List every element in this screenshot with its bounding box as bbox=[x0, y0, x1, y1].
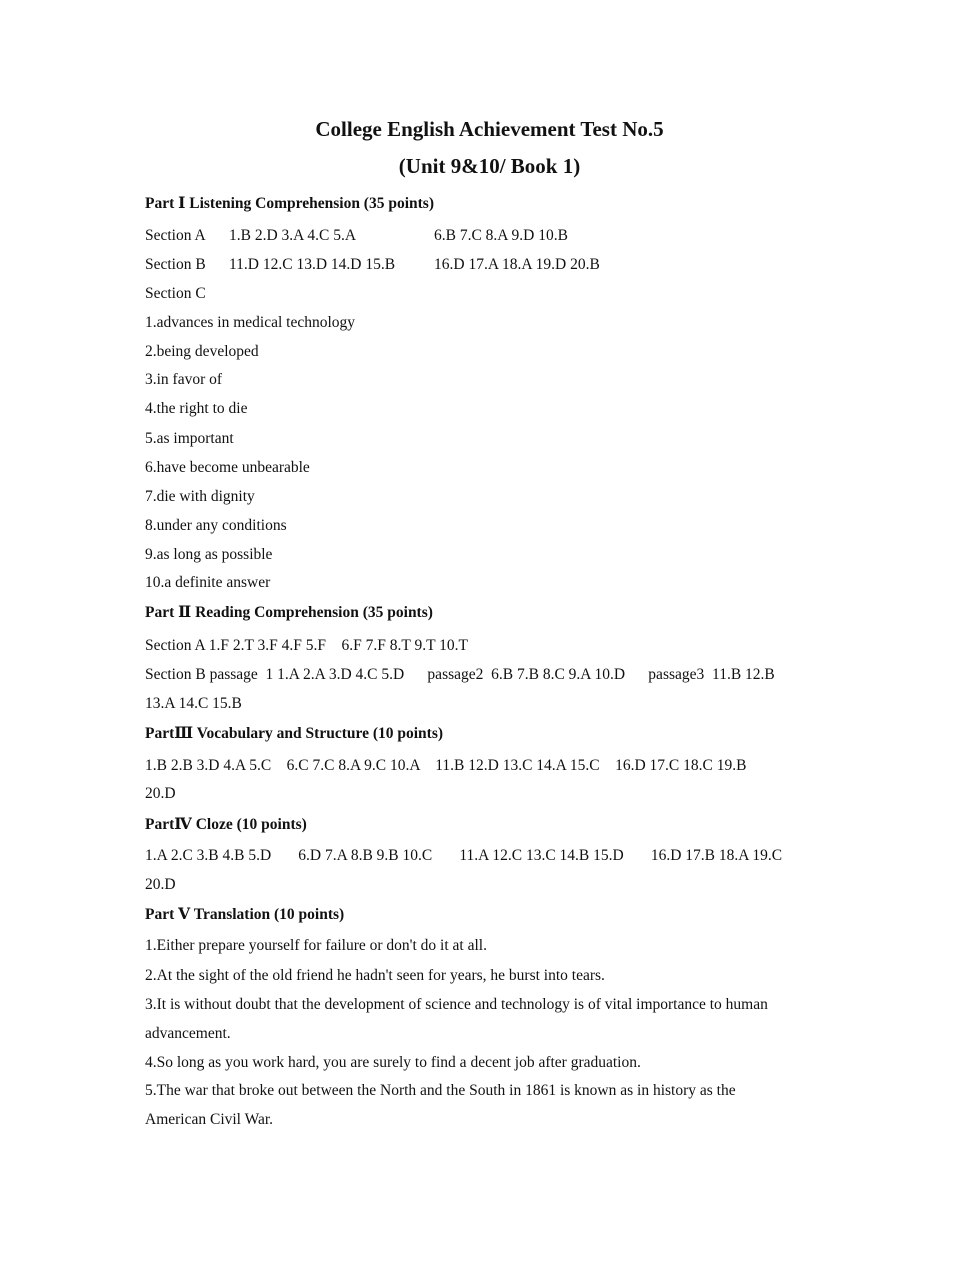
part3-line1: 1.B 2.B 3.D 4.A 5.C 6.C 7.C 8.A 9.C 10.A 11.B 12.D 13.C 14.A 15.C 16.D 17.C 18.C 19.B bbox=[145, 757, 747, 774]
section-c-item: 7.die with dignity bbox=[145, 488, 255, 505]
part1-section-a-answers-1: 1.B 2.D 3.A 4.C 5.A bbox=[229, 227, 357, 244]
part4-line1: 1.A 2.C 3.B 4.B 5.D 6.D 7.A 8.B 9.B 10.C 11.A 12.C 13.C 14.B 15.D 16.D 17.B 18.A 19.C bbox=[145, 847, 783, 864]
section-c-item: 1.advances in medical technology bbox=[145, 314, 356, 331]
section-c-item: 9.as long as possible bbox=[145, 546, 273, 563]
part2-section-b-line2: 13.A 14.C 15.B bbox=[145, 695, 242, 712]
part5-heading: Part Ⅴ Translation (10 points) bbox=[145, 906, 345, 923]
part3-line2: 20.D bbox=[145, 785, 176, 802]
part4-heading: PartⅣ Cloze (10 points) bbox=[145, 816, 307, 833]
translation-line: 4.So long as you work hard, you are surely to find a decent job after graduation. bbox=[145, 1054, 641, 1071]
part1-section-c-label: Section C bbox=[145, 285, 206, 302]
part1-section-a-answers-2: 6.B 7.C 8.A 9.D 10.B bbox=[434, 227, 568, 244]
translation-line: 5.The war that broke out between the North and the South in 1861 is known as in history as the bbox=[145, 1082, 736, 1099]
section-c-item: 4.the right to die bbox=[145, 400, 248, 417]
translation-line: American Civil War. bbox=[145, 1111, 274, 1128]
section-c-item: 6.have become unbearable bbox=[145, 459, 310, 476]
section-c-item: 10.a definite answer bbox=[145, 574, 271, 591]
part2-section-b-line1: Section B passage 1 1.A 2.A 3.D 4.C 5.D passage2 6.B 7.B 8.C 9.A 10.D passage3 11.B 12.B bbox=[145, 666, 775, 683]
translation-line: 1.Either prepare yourself for failure or don't do it at all. bbox=[145, 937, 487, 954]
section-c-item: 8.under any conditions bbox=[145, 517, 287, 534]
part1-section-b-label: Section B bbox=[145, 256, 206, 273]
translation-line: 3.It is without doubt that the development of science and technology is of vital importance to human bbox=[145, 996, 768, 1013]
part3-heading: PartⅢ Vocabulary and Structure (10 points) bbox=[145, 725, 444, 742]
translation-line: advancement. bbox=[145, 1025, 231, 1042]
section-c-item: 5.as important bbox=[145, 430, 234, 447]
translation-line: 2.At the sight of the old friend he hadn't seen for years, he burst into tears. bbox=[145, 967, 605, 984]
part2-section-a: Section A 1.F 2.T 3.F 4.F 5.F 6.F 7.F 8.T 9.T 10.T bbox=[145, 637, 468, 654]
part1-heading: Part Ⅰ Listening Comprehension (35 points) bbox=[145, 195, 434, 212]
part2-heading: Part Ⅱ Reading Comprehension (35 points) bbox=[145, 604, 433, 621]
part1-section-a-label: Section A bbox=[145, 227, 206, 244]
section-c-item: 3.in favor of bbox=[145, 371, 223, 388]
part1-section-b-answers-1: 11.D 12.C 13.D 14.D 15.B bbox=[229, 256, 396, 273]
document-title: College English Achievement Test No.5 bbox=[315, 117, 664, 141]
part4-line2: 20.D bbox=[145, 876, 176, 893]
document-subtitle: (Unit 9&10/ Book 1) bbox=[398, 154, 581, 178]
section-c-item: 2.being developed bbox=[145, 343, 259, 360]
part1-section-b-answers-2: 16.D 17.A 18.A 19.D 20.B bbox=[434, 256, 600, 273]
